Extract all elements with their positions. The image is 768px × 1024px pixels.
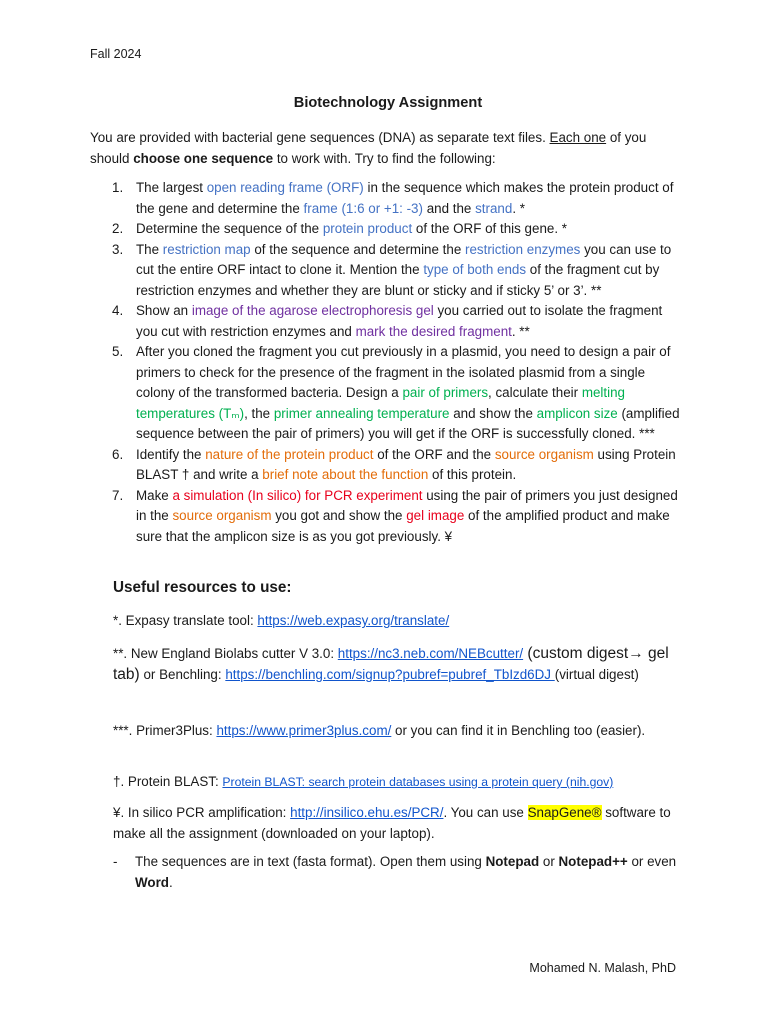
bullet-dash: -	[113, 854, 118, 869]
task-highlight: image of the agarose electrophoresis gel	[191, 303, 434, 318]
task-item	[90, 219, 680, 240]
task-highlight: type of both ends	[423, 262, 527, 277]
resource-label: ¥. In silico PCR amplification:	[113, 805, 291, 820]
task-number: 4.	[112, 303, 124, 318]
note-text: The sequences are in text (fasta format). Open them using	[135, 854, 486, 869]
task-text: The	[136, 241, 163, 257]
task-number: 7.	[112, 487, 124, 503]
task-number: 5.	[112, 344, 124, 359]
neb-link[interactable]: https://nc3.neb.com/NEBcutter/	[337, 646, 524, 661]
task-highlight: a simulation (In silico) for PCR experiment	[172, 487, 423, 503]
task-text: of the ORF and the	[373, 446, 495, 462]
task-text: . **	[511, 323, 530, 339]
task-text: in the sequence which makes the protein product of the gene and determine the	[136, 180, 674, 216]
insilico-pcr-link[interactable]: http://insilico.ehu.es/PCR/	[290, 805, 444, 820]
task-item	[90, 178, 680, 219]
intro-paragraph	[90, 128, 680, 169]
task-highlight: brief note about the function	[262, 467, 429, 482]
resource-expasy	[113, 611, 681, 632]
task-item	[90, 342, 680, 445]
resource-primer3plus	[113, 721, 681, 742]
task-text: (amplified sequence between the pair of primers) you will get if the ORF is successfully cloned. ***	[136, 405, 680, 441]
task-item	[90, 445, 680, 486]
intro-text-3: to work with. Try to find the following:	[273, 150, 496, 166]
task-text: using the pair of primers you just designed in the	[136, 487, 678, 523]
task-text: and the	[422, 200, 476, 216]
task-item	[90, 486, 680, 548]
task-number: 6.	[112, 446, 124, 462]
task-text: of this protein.	[428, 467, 517, 482]
fasta-note	[113, 852, 703, 893]
neb-custom-digest: (custom digest→ gel tab)	[113, 645, 669, 683]
task-text: you can use to cut the entire ORF intact to clone it. Mention the	[136, 241, 672, 277]
task-highlight: amplicon size	[536, 405, 618, 421]
task-text: of the fragment cut by restriction enzymes and whether they are blunt or sticky and if sticky 5’ or 3’. **	[136, 262, 660, 298]
task-text: . *	[512, 200, 525, 216]
resource-text: . You can use	[443, 805, 528, 820]
benchling-link[interactable]: https://benchling.com/signup?pubref=pubref_TbIzd6DJ	[225, 666, 555, 682]
resource-blast	[113, 772, 681, 793]
task-highlight: restriction map	[162, 241, 251, 257]
task-text: of the ORF of this gene. *	[412, 221, 567, 236]
task-highlight: primer annealing temperature	[273, 405, 450, 421]
task-text: After you cloned the fragment you cut previously in a plasmid, you need to design a pair of primers to check for the presence of the fragment in the isolated plasmid from a single colony of the transformed bacteria. Design a	[136, 344, 671, 400]
task-highlight: source organism	[494, 446, 594, 462]
task-text: you carried out to isolate the fragment you cut with restriction enzymes and	[136, 303, 663, 339]
note-word: Word	[135, 874, 169, 890]
snapgene-highlight: SnapGene®	[527, 805, 602, 820]
resource-text: software to make all the assignment (downloaded on your laptop).	[113, 805, 671, 841]
task-text: Make	[136, 487, 173, 503]
page-title: Biotechnology Assignment	[293, 95, 483, 111]
task-text: using Protein BLAST † and write a	[136, 446, 676, 482]
task-highlight: restriction enzymes	[465, 241, 581, 257]
resource-note: or you can find it in Benchling too (easier).	[391, 723, 646, 738]
task-highlight: frame (1:6 or +1: -3)	[303, 200, 423, 216]
author-footer: Mohamed N. Malash, PhD	[529, 961, 676, 975]
intro-choose: choose one sequence	[133, 150, 274, 166]
note-text: or	[539, 854, 559, 869]
task-text: The largest	[136, 180, 207, 195]
task-text: of the sequence and determine the	[250, 241, 466, 257]
note-notepadpp: Notepad++	[558, 854, 628, 869]
intro-text-1: You are provided with bacterial gene sequences (DNA) as separate text files.	[90, 130, 550, 145]
task-highlight: melting temperatures (Tₘ)	[136, 385, 625, 421]
task-highlight: strand	[475, 200, 513, 216]
task-text: Show an	[136, 303, 192, 318]
task-highlight: pair of primers	[402, 385, 489, 400]
task-text: Determine the sequence of the	[136, 221, 323, 236]
task-text: of the amplified product and make sure that the amplicon size is as you got previously. ¥	[136, 508, 670, 544]
task-number: 2.	[112, 221, 124, 236]
resource-label: †. Protein BLAST:	[113, 774, 223, 789]
expasy-link[interactable]: https://web.expasy.org/translate/	[257, 613, 450, 628]
task-text: Identify the	[136, 446, 206, 462]
task-number: 1.	[112, 180, 124, 195]
note-text: .	[168, 874, 173, 890]
intro-each-one: Each one	[549, 130, 607, 145]
resource-label: ***. Primer3Plus:	[113, 723, 217, 738]
note-notepad: Notepad	[485, 854, 540, 869]
task-highlight: mark the desired fragment	[355, 323, 512, 339]
resource-note: (virtual digest)	[554, 666, 639, 682]
resources-heading: Useful resources to use:	[113, 579, 292, 596]
blast-link[interactable]: Protein BLAST: search protein databases using a protein query (nih.gov)	[222, 775, 614, 789]
task-number: 3.	[112, 241, 124, 257]
note-text: or even	[627, 854, 677, 869]
task-text: , calculate their	[488, 385, 582, 400]
task-highlight: gel image	[406, 508, 465, 523]
resource-label: or Benchling:	[139, 666, 226, 682]
task-highlight: source organism	[172, 508, 272, 523]
resource-label: *. Expasy translate tool:	[113, 613, 258, 628]
task-item	[90, 240, 680, 302]
task-list	[90, 178, 680, 547]
task-highlight: open reading frame (ORF)	[206, 180, 364, 195]
resource-pcr	[113, 803, 681, 844]
task-text: , the	[244, 405, 274, 421]
primer3plus-link[interactable]: https://www.primer3plus.com/	[216, 723, 392, 738]
intro-text-2: of you should	[90, 130, 647, 166]
semester-header: Fall 2024	[90, 47, 142, 61]
task-highlight: nature of the protein product	[205, 446, 374, 462]
resource-neb	[113, 644, 681, 685]
task-highlight: protein product	[322, 221, 413, 236]
resource-label: **. New England Biolabs cutter V 3.0:	[113, 646, 338, 661]
task-item	[90, 301, 680, 342]
task-text: and show the	[449, 405, 537, 421]
task-text: you got and show the	[271, 508, 407, 523]
